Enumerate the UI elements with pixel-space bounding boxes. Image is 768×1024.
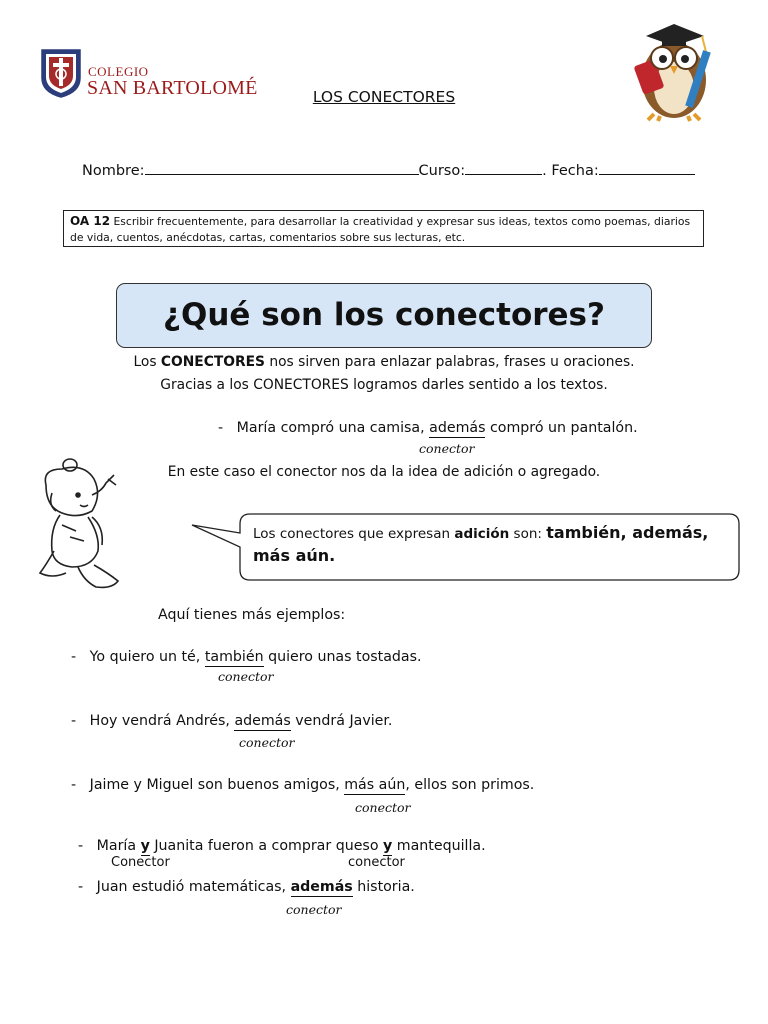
logo-text-school-name: SAN BARTOLOMÉ — [87, 77, 258, 99]
section-banner: ¿Qué son los conectores? — [116, 283, 652, 348]
connector-label: conector — [286, 902, 342, 917]
connector-word: y — [383, 838, 393, 854]
student-info-fields: Nombre: Curso: . Fecha: — [82, 161, 695, 179]
connector-word: también — [204, 649, 264, 665]
example-sentence-3: - Hoy vendrá Andrés, además vendrá Javier. — [71, 713, 393, 729]
example-sentence-1: - María compró una camisa, además compró un pantalón. — [218, 420, 638, 436]
connector-label: conector — [348, 855, 405, 870]
learning-objective-box — [63, 210, 704, 247]
connector-word: y — [140, 838, 150, 854]
girl-thinking-illustration — [32, 455, 126, 593]
connector-word: además — [290, 879, 353, 895]
example-sentence-6: - Juan estudió matemáticas, además historia. — [78, 879, 415, 895]
name-field[interactable] — [145, 161, 419, 175]
connector-label: conector — [218, 669, 274, 684]
connector-word: además — [429, 420, 486, 436]
logo-text-colegio: COLEGIO — [88, 64, 149, 79]
example-sentence-5: - María y Juanita fueron a comprar queso y mantequilla. — [78, 838, 486, 854]
connector-label: conector — [419, 441, 475, 456]
bubble-text: Los conectores que expresan adición son: también, además, más aún. — [253, 523, 709, 565]
example-sentence-4: - Jaime y Miguel son buenos amigos, más aún, ellos son primos. — [71, 777, 535, 793]
objective-code: OA 12 — [70, 214, 111, 228]
name-label: Nombre: — [82, 163, 145, 179]
connector-label: Conector — [111, 855, 170, 870]
course-field[interactable] — [465, 161, 542, 175]
intro-line-2: Gracias a los CONECTORES logramos darles sentido a los textos. — [160, 377, 608, 393]
date-label: Fecha: — [551, 163, 599, 179]
example-sentence-2: - Yo quiero un té, también quiero unas tostadas. — [71, 649, 422, 665]
explanation-text: En este caso el conector nos da la idea de adición o agregado. — [167, 464, 601, 480]
more-examples-heading: Aquí tienes más ejemplos: — [158, 607, 346, 623]
course-label: Curso: — [418, 163, 466, 179]
connector-word: además — [234, 713, 291, 729]
connector-label: conector — [355, 800, 411, 815]
date-field[interactable] — [599, 161, 695, 175]
objective-text: Escribir frecuentemente, para desarrollar la creatividad y expresar sus ideas, textos como poemas, diarios de vida, cuentos, anécdotas, cartas, comentarios sobre sus lecturas, etc. — [70, 215, 691, 244]
connector-word: más aún — [344, 777, 406, 793]
connector-label: conector — [239, 735, 295, 750]
intro-line-1: Los CONECTORES nos sirven para enlazar palabras, frases u oraciones. — [133, 354, 635, 370]
page-title: LOS CONECTORES — [312, 88, 456, 106]
